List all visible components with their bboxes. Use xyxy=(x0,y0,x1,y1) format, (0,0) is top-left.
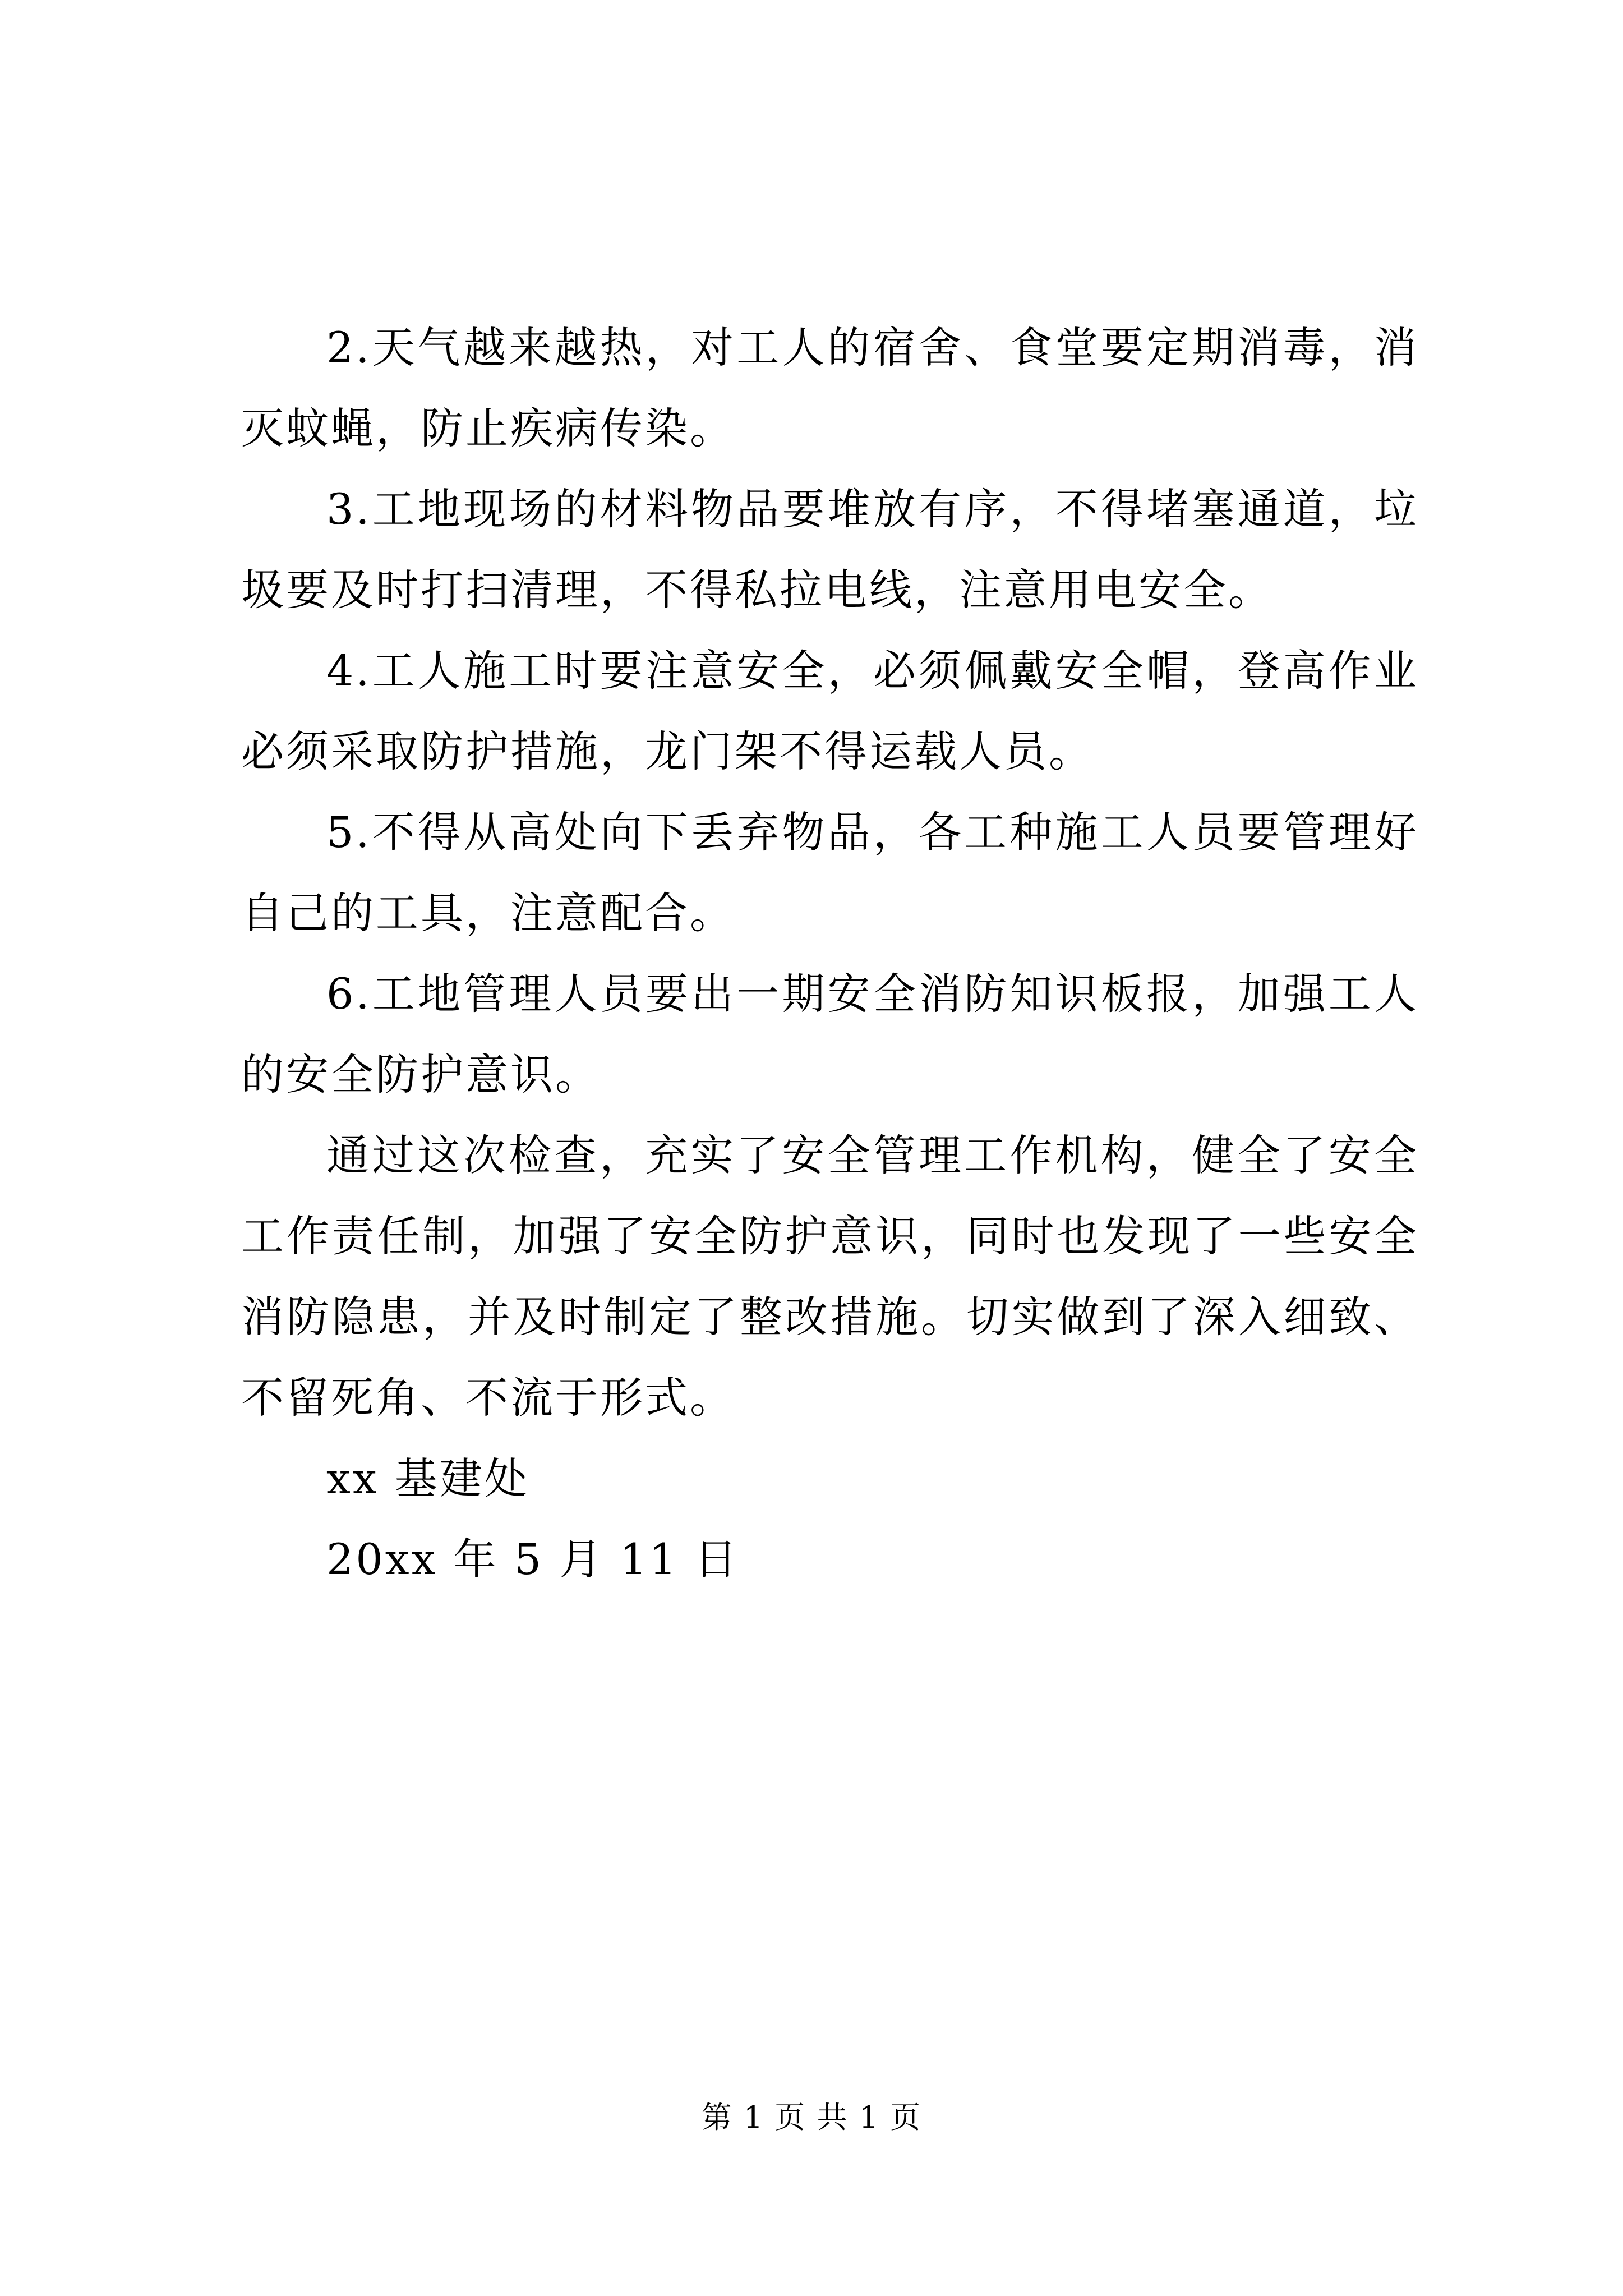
paragraph-item-5: 5.不得从高处向下丢弃物品，各工种施工人员要管理好自己的工具，注意配合。 xyxy=(241,807,1419,938)
document-body xyxy=(241,307,1419,1600)
paragraph-item-3: 3.工地现场的材料物品要堆放有序，不得堵塞通道，垃圾要及时打扫清理，不得私拉电线，注意用电安全。 xyxy=(241,484,1419,615)
paragraph-item-4: 4.工人施工时要注意安全，必须佩戴安全帽，登高作业必须采取防护措施，龙门架不得运载人员。 xyxy=(241,646,1419,776)
page-number-footer: 第 1 页 共 1 页 xyxy=(701,2100,922,2135)
paragraph-item-2: 2.天气越来越热，对工人的宿舍、食堂要定期消毒，消灭蚊蝇，防止疾病传染。 xyxy=(241,323,1419,453)
paragraph-summary: 通过这次检查，充实了安全管理工作机构，健全了安全工作责任制，加强了安全防护意识，同时也发现了一些安全消防隐患，并及时制定了整改措施。切实做到了深入细致、不留死角、不流于形式。 xyxy=(241,1130,1419,1423)
paragraph-item-6: 6.工地管理人员要出一期安全消防知识板报，加强工人的安全防护意识。 xyxy=(241,969,1419,1099)
signature-organization: xx 基建处 xyxy=(326,1453,529,1503)
signature-date: 20xx 年 5 月 11 日 xyxy=(326,1534,740,1584)
